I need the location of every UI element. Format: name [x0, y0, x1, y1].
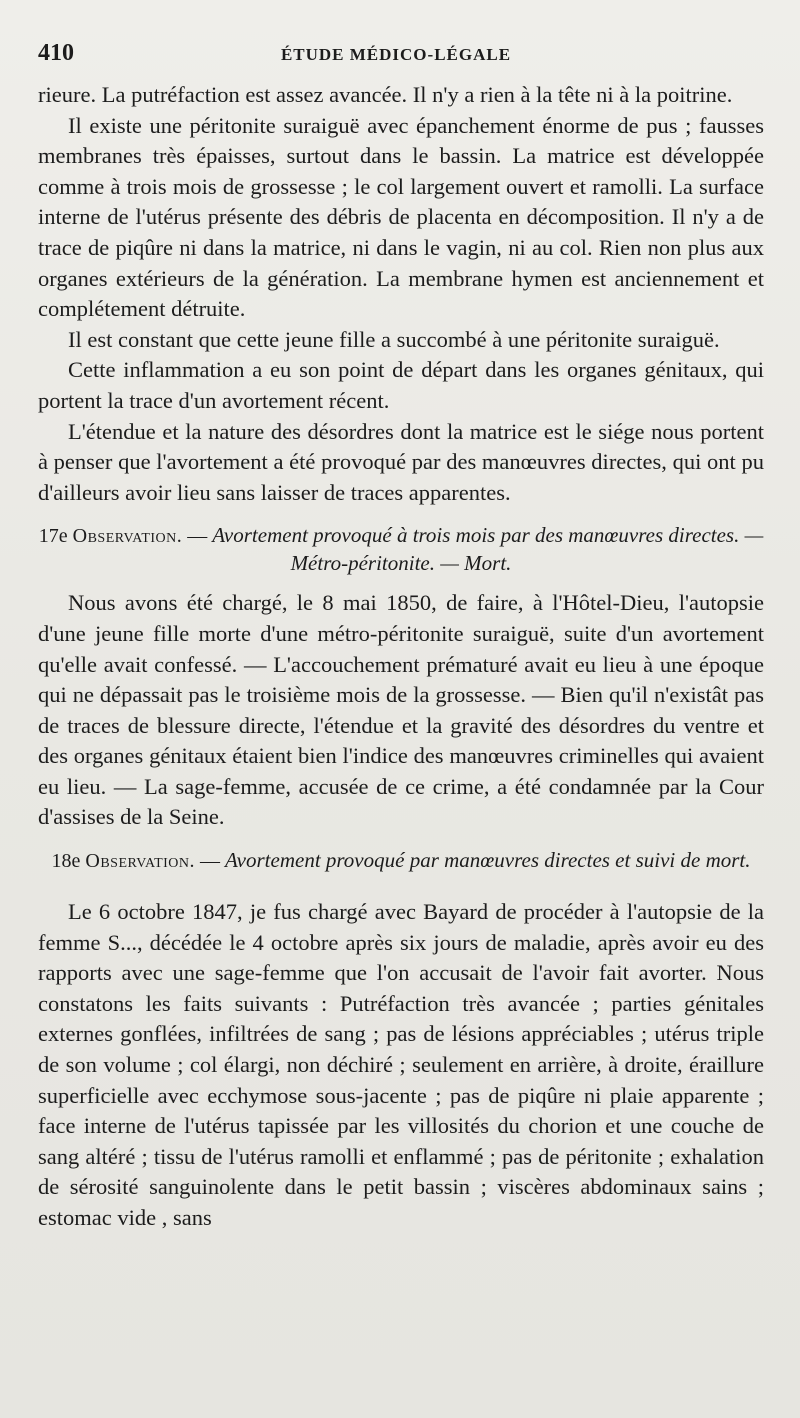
paragraph: Il est constant que cette jeune fille a succombé à une péritonite suraiguë. [68, 326, 720, 352]
heading-dash: — [182, 525, 213, 548]
paragraph: L'étendue et la nature des désordres dont la matrice est le siége nous portent à penser que l'avortement a été provoqué par des manœuvres directes, qui ont pu d'ailleurs avoir lieu sans laisser de traces apparentes. [38, 418, 764, 505]
body-text [38, 80, 764, 1234]
observation-number: 17e [38, 525, 68, 548]
observation-title: Avortement provoqué à trois mois par des manœuvres directes. — Métro-péritonite. — Mort. [212, 523, 764, 576]
observation-heading-17 [38, 522, 764, 578]
paragraph: Il existe une péritonite suraiguë avec épanchement énorme de pus ; fausses membranes très épaisses, surtout dans le bassin. La matrice est développée comme à trois mois de grossesse ; le col largement ouvert et ramolli. La surface interne de l'utérus présente des débris de placenta en décomposition. Il n'y a de trace de piqûre ni dans la matrice, ni dans le vagin, ni au col. Rien non plus aux organes extérieurs de la génération. La membrane hymen est anciennement et complétement détruite. [38, 112, 764, 322]
observation-label: Observation. [85, 850, 196, 873]
running-header [38, 40, 764, 80]
paragraph: Le 6 octobre 1847, je fus chargé avec Bayard de procéder à l'autopsie de la femme S..., décédée le 4 octobre après six jours de maladie, après avoir eu des rapports avec une sage-femme que l'on accusait de l'avoir fait avorter. Nous constatons les faits suivants : Putréfaction très avancée ; parties génitales externes gonflées, infiltrées de sang ; pas de lésions appréciables ; utérus triple de son volume ; col élargi, non déchiré ; seulement en arrière, à droite, éraillure superficielle avec ecchymose sous-jacente ; pas de piqûre ni plaie apparente ; face interne de l'utérus tapissée par les villosités du chorion et une couche de sang altéré ; tissu de l'utérus ramolli et enflammé ; pas de péritonite ; exhalation de sérosité sanguinolente dans le petit bassin ; viscères abdominaux sains ; estomac vide , sans [38, 899, 764, 1230]
page-number: 410 [38, 40, 74, 66]
observation-title: Avortement provoqué par manœuvres directes et suivi de mort. [225, 848, 751, 873]
paragraph-continuation: rieure. La putréfaction est assez avancée. Il n'y a rien à la tête ni à la poitrine. [38, 82, 733, 107]
spacer [38, 885, 764, 897]
paragraph: Nous avons été chargé, le 8 mai 1850, de faire, à l'Hôtel-Dieu, l'autopsie d'une jeune fille morte d'une métro-péritonite suraiguë, suite d'un avortement qu'elle avait confessé. — L'accouchement prématuré avait eu lieu à une époque qui ne dépassait pas le troisième mois de la grossesse. — Bien qu'il n'existât pas de traces de blessure directe, l'étendue et la gravité des désordres du ventre et des organes génitaux étaient bien l'indice des manœuvres criminelles qui avaient eu lieu. — La sage-femme, accusée de ce crime, a été condamnée par la Cour d'assises de la Seine. [38, 590, 764, 830]
observation-heading-18 [38, 847, 764, 875]
paragraph: Cette inflammation a eu son point de départ dans les organes génitaux, qui portent la trace d'un avortement récent. [38, 357, 764, 413]
observation-label: Observation. [72, 525, 183, 548]
observation-number: 18e [51, 850, 81, 873]
running-title: ÉTUDE MÉDICO-LÉGALE [280, 45, 512, 64]
heading-dash: — [195, 850, 226, 873]
